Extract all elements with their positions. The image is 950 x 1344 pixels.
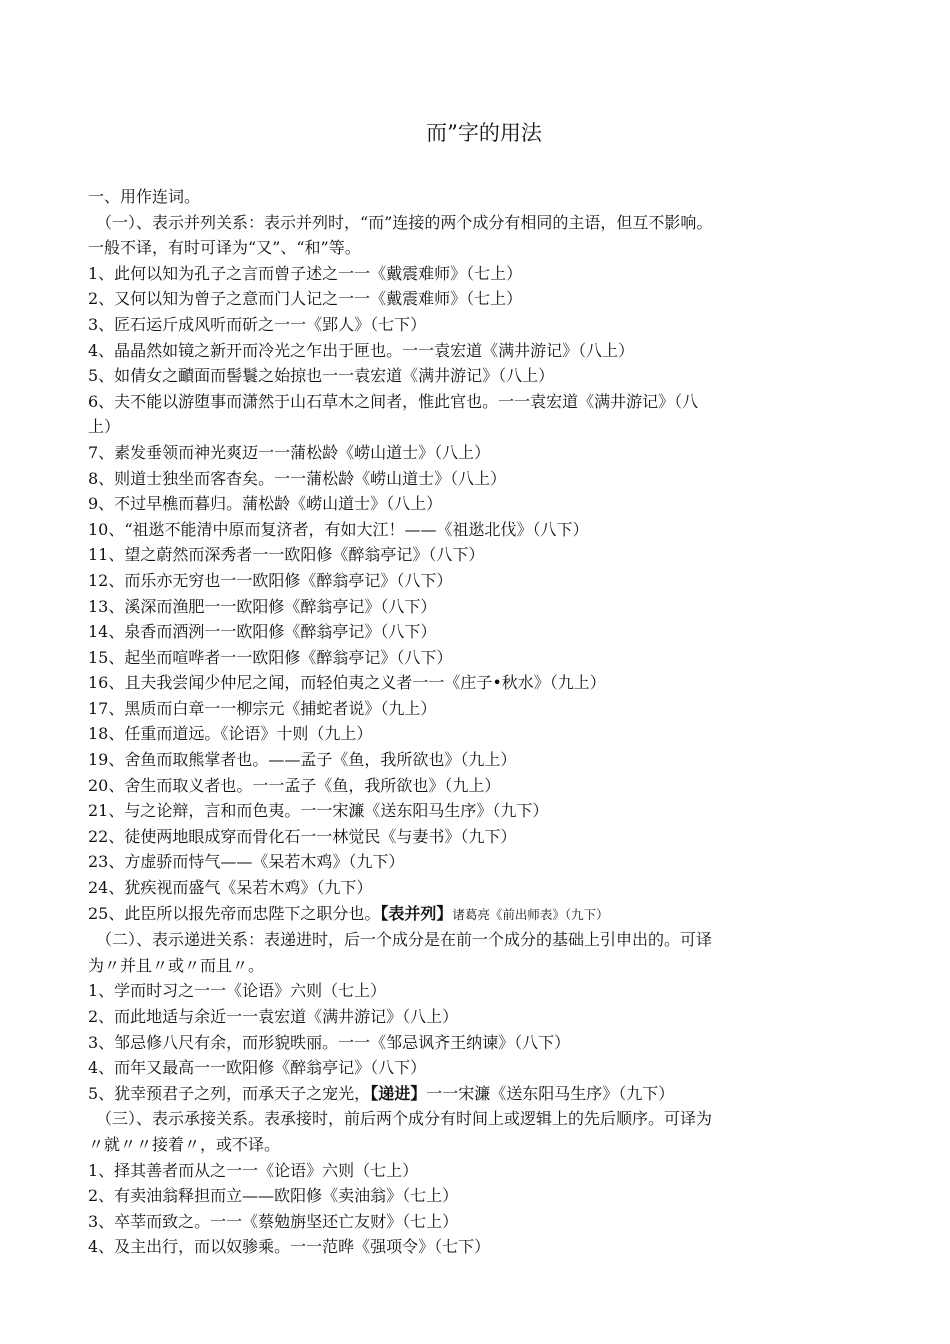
list-item: 4、晶晶然如镜之新开而冷光之乍出于匣也。一一袁宏道《满井游记》（八上） (88, 340, 635, 360)
list-item (88, 901, 880, 928)
category-tag: 【表并列】 (380, 903, 453, 923)
list-item: 4、及主出行，而以奴骖乘。一一范晔《强项令》（七下） (88, 1237, 491, 1257)
subsection-description: （二）、表示递进关系：表递进时，后一个成分是在前一个成分的基础上引申出的。可译 (96, 930, 713, 950)
list-item-continued: 上） (88, 417, 121, 437)
list-item: 24、犹疾视而盛气《呆若木鸡》（九下） (88, 878, 373, 898)
list-item: 2、又何以知为曾子之意而门人记之一一《戴震难师》（七上） (88, 289, 523, 309)
list-item: 10、“祖逖不能清中原而复济者，有如大江！——《祖逖北伐》（八下） (88, 519, 589, 539)
list-item: 3、卒莘而致之。一一《蔡勉旃坚还亡友财》（七上） (88, 1211, 459, 1231)
category-tag: 【递进】 (370, 1083, 427, 1103)
list-item: 1、择其善者而从之一一《论语》六则（七上） (88, 1160, 419, 1180)
document-title: 而”字的用法 (426, 121, 542, 145)
list-item: 14、泉香而酒洌一一欧阳修《醉翁亭记》（八下） (88, 622, 437, 642)
list-item: 18、任重而道远。《论语》十则（九上） (88, 724, 373, 744)
subsection-description-continued: 〃就〃〃接着〃，或不译。 (88, 1134, 281, 1154)
list-item: 3、邹忌修八尺有余，而形貌昳丽。一一《邹忌讽齐王纳谏》（八下） (88, 1032, 571, 1052)
list-item: 15、起坐而喧哗者一一欧阳修《醉翁亭记》（八下） (88, 647, 453, 667)
list-item: 2、有卖油翁释担而立——欧阳修《卖油翁》（七上） (88, 1186, 459, 1206)
section-heading: 一、用作连词。 (88, 187, 201, 206)
list-item: 1、此何以知为孔子之言而曾子述之一一《戴震难师》（七上） (88, 263, 523, 283)
list-item: 23、方虚骄而恃气——《呆若木鸡》（九下） (88, 852, 405, 872)
list-item: 13、溪深而渔肥一一欧阳修《醉翁亭记》（八下） (88, 596, 437, 616)
list-item: 20、舍生而取义者也。一一孟子《鱼，我所欲也》（九上） (88, 775, 501, 795)
list-item: 6、夫不能以游堕事而潇然于山石草木之间者，惟此官也。一一袁宏道《满井游记》（八 (88, 391, 699, 411)
list-item: 21、与之论辩，言和而色夷。一一宋濂《送东阳马生序》（九下） (88, 801, 549, 821)
list-item: 7、素发垂领而神光爽迈一一蒲松龄《崂山道士》（八上） (88, 442, 491, 462)
list-item: 1、学而时习之一一《论语》六则（七上） (88, 981, 387, 1001)
list-item-source: 诸葛亮《前出师表》（九下） (452, 906, 609, 922)
subsection-description-continued: 一般不译，有时可译为“又”、“和”等。 (88, 238, 361, 258)
list-item: 11、望之蔚然而深秀者一一欧阳修《醉翁亭记》（八下） (88, 545, 485, 565)
list-item: 8、则道士独坐而客杳矣。一一蒲松龄《崂山道士》（八上） (88, 468, 507, 488)
list-item: 3、匠石运斤成风听而斫之一一《郢人》（七下） (88, 314, 427, 334)
list-item: 2、而此地适与余近一一袁宏道《满井游记》（八上） (88, 1007, 459, 1026)
subsection-description: （一）、表示并列关系：表示并列时，“而”连接的两个成分有相同的主语，但互不影响。 (96, 212, 713, 232)
list-item: 16、且夫我尝闻少仲尼之闻，而轻伯夷之义者一一《庄子•秋水》（九上） (88, 673, 606, 693)
list-item: 5、如倩女之靧面而髻鬟之始掠也一一袁宏道《满井游记》（八上） (88, 366, 555, 386)
list-item: 22、徒使两地眼成穿而骨化石一一林觉民《与妻书》（九下） (88, 826, 517, 846)
list-item-text: 25、此臣所以报先帝而忠陛下之职分也。 (88, 903, 381, 923)
list-item-source: 一一宋濂《送东阳马生序》（九下） (426, 1083, 675, 1103)
list-item: 19、舍鱼而取熊掌者也。——孟子《鱼，我所欲也》（九上） (88, 750, 517, 770)
list-item (88, 1081, 880, 1107)
subsection-description-continued: 为〃并且〃或〃而且〃。 (88, 955, 265, 975)
subsection-description: （三）、表示承接关系。表承接时，前后两个成分有时间上或逻辑上的先后顺序。可译为 (96, 1109, 713, 1129)
list-item: 4、而年又最高一一欧阳修《醉翁亭记》（八下） (88, 1058, 427, 1078)
list-item: 12、而乐亦无穷也一一欧阳修《醉翁亭记》（八下） (88, 570, 453, 590)
list-item: 9、不过早樵而暮归。蒲松龄《崂山道士》（八上） (88, 494, 443, 514)
list-item: 17、黑质而白章一一柳宗元《捕蛇者说》（九上） (88, 698, 437, 718)
list-item-text: 5、犹幸预君子之列，而承天子之宠光， (88, 1083, 371, 1103)
